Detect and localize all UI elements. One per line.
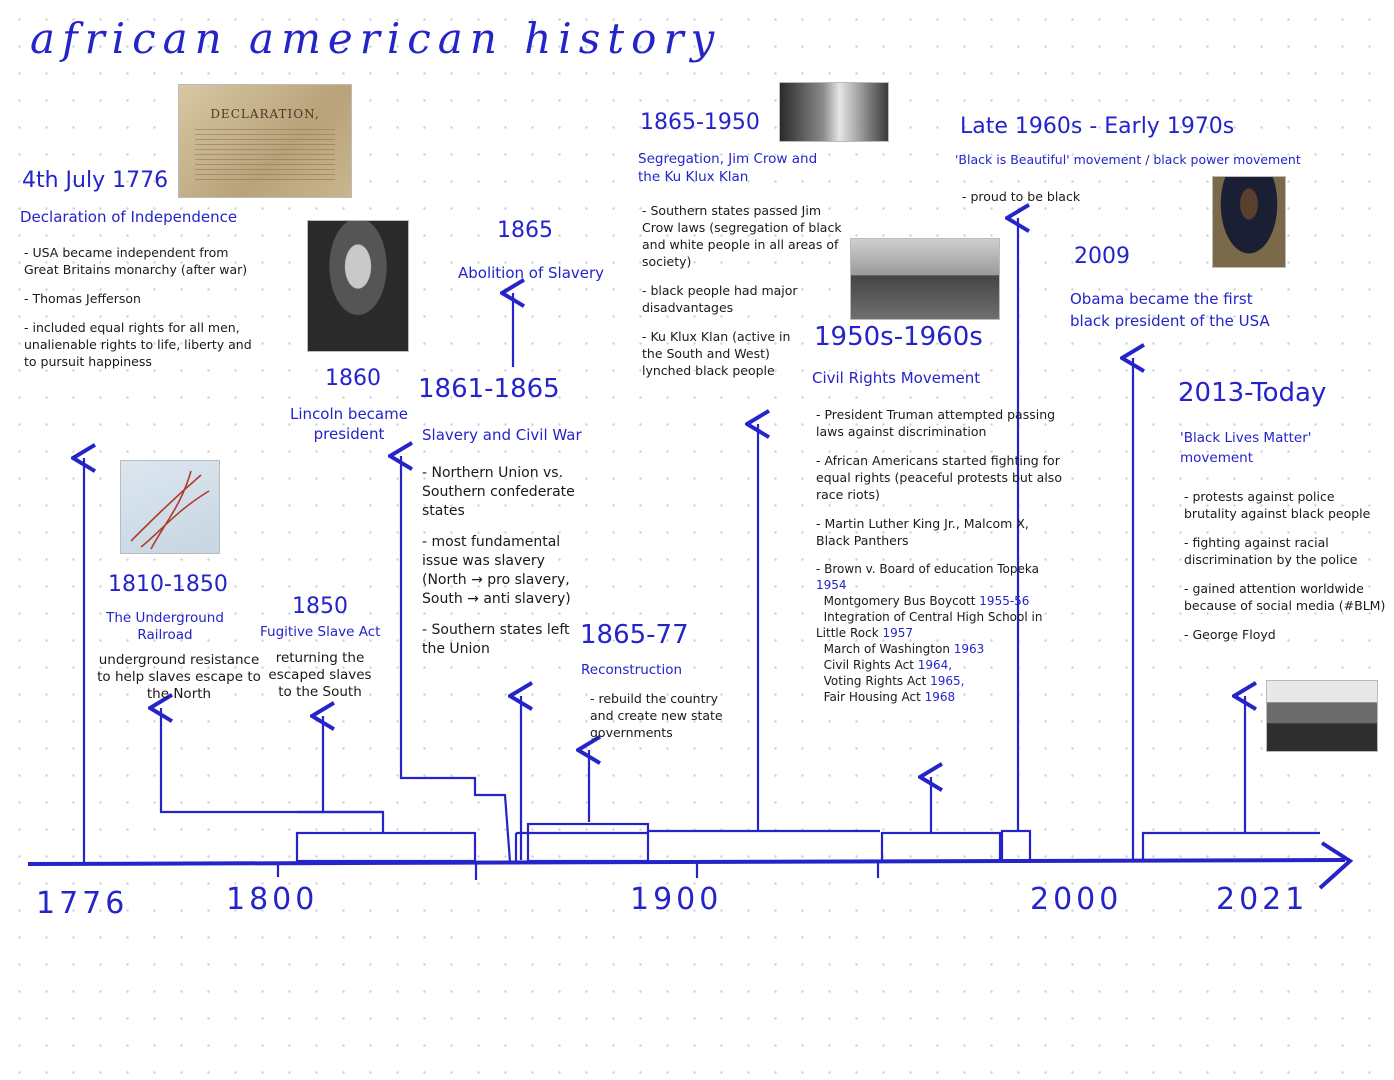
event-2009-heading: Obama became the first black president of the USA xyxy=(1070,290,1270,330)
timeline-arrowhead xyxy=(1320,843,1350,888)
event-1960-date: Late 1960s - Early 1970s xyxy=(960,114,1235,139)
event-1850-heading: Fugitive Slave Act xyxy=(260,624,381,640)
tick-2021: 2021 xyxy=(1216,882,1309,917)
obama-portrait xyxy=(1212,176,1286,268)
event-1865c-date: 1865-1950 xyxy=(640,110,760,135)
event-1860-heading: Lincoln became president xyxy=(290,405,408,443)
protest-image xyxy=(1266,680,1378,752)
event-1865b-heading: Reconstruction xyxy=(581,662,683,678)
event-1865b-date: 1865-77 xyxy=(580,620,689,650)
event-1850-date: 1850 xyxy=(292,594,348,619)
event-1865-date: 1865 xyxy=(497,218,553,243)
event-1776-notes: - USA became independent from Great Britains monarchy (after war) - Thomas Jefferson - included equal rights for all men, unalienable rights to life, liberty and to pursuit happiness xyxy=(24,245,252,369)
event-1960-note: - proud to be black xyxy=(962,189,1081,204)
tick-1776: 1776 xyxy=(36,886,129,921)
event-1861-date: 1861-1865 xyxy=(418,374,560,404)
event-2013-notes: - protests against police brutality against black people - fighting against racial discrimination by the police - gained attention worldwide because of social media (#BLM) - George Floyd xyxy=(1184,489,1386,642)
kkk-image xyxy=(779,82,889,142)
event-1865b-note: - rebuild the country and create new state governments xyxy=(590,691,723,740)
event-1810-date: 1810-1850 xyxy=(108,572,228,597)
lincoln-portrait xyxy=(307,220,409,352)
event-2009-date: 2009 xyxy=(1074,244,1130,269)
declaration-image-label: DECLARATION, xyxy=(210,107,320,121)
event-1865-heading: Abolition of Slavery xyxy=(458,264,605,282)
event-2013-date: 2013-Today xyxy=(1178,378,1327,408)
event-1861-notes: - Northern Union vs. Southern confederate states - most fundamental issue was slavery (North → pro slavery, South → anti slavery) - Southern states left the Union xyxy=(422,465,575,657)
tick-2000: 2000 xyxy=(1030,882,1123,917)
tick-1800: 1800 xyxy=(226,882,319,917)
event-1960-heading: 'Black is Beautiful' movement / black power movement xyxy=(955,152,1301,167)
railroad-map-image xyxy=(120,460,220,554)
event-1810-note: underground resistance to help slaves escape to the North xyxy=(97,652,261,702)
event-1850-note: returning the escaped slaves to the South xyxy=(268,650,372,700)
event-1861-heading: Slavery and Civil War xyxy=(422,426,582,444)
declaration-image xyxy=(178,84,352,198)
event-1950-date: 1950s-1960s xyxy=(814,322,983,352)
mlk-image xyxy=(850,238,1000,320)
event-1776-heading: Declaration of Independence xyxy=(20,208,238,226)
timeline-axis xyxy=(28,860,1345,864)
railroad-map-lines xyxy=(121,461,219,553)
event-1950-notes: - President Truman attempted passing laws against discrimination - African Americans started fighting for equal rights (peaceful protests but also race riots) - Martin Luther King Jr., Malcom X, Black Panthers - Brown v. Board of education Topeka 1954 Montgomery Bus Boycott 1955-56 Integration of Central High School in Little Rock 1957 March of Washington 1963 Civil Rights Act 1964, Voting Rights Act 1965, Fair Housing Act 1968 xyxy=(816,407,1062,704)
event-1865c-heading: Segregation, Jim Crow and the Ku Klux Klan xyxy=(638,151,818,185)
event-1776-date: 4th July 1776 xyxy=(22,168,169,193)
page-title: african american history xyxy=(30,14,722,63)
event-2013-heading: 'Black Lives Matter' movement xyxy=(1180,430,1312,466)
event-1865c-notes: - Southern states passed Jim Crow laws (segregation of black and white people in all areas of society) - black people had major disadvantages - Ku Klux Klan (active in the South and West) lynched black people xyxy=(642,203,842,378)
event-1860-date: 1860 xyxy=(325,366,381,391)
tick-1900: 1900 xyxy=(630,882,723,917)
event-1950-heading: Civil Rights Movement xyxy=(812,369,981,387)
event-1810-heading: The Underground Railroad xyxy=(106,610,224,643)
